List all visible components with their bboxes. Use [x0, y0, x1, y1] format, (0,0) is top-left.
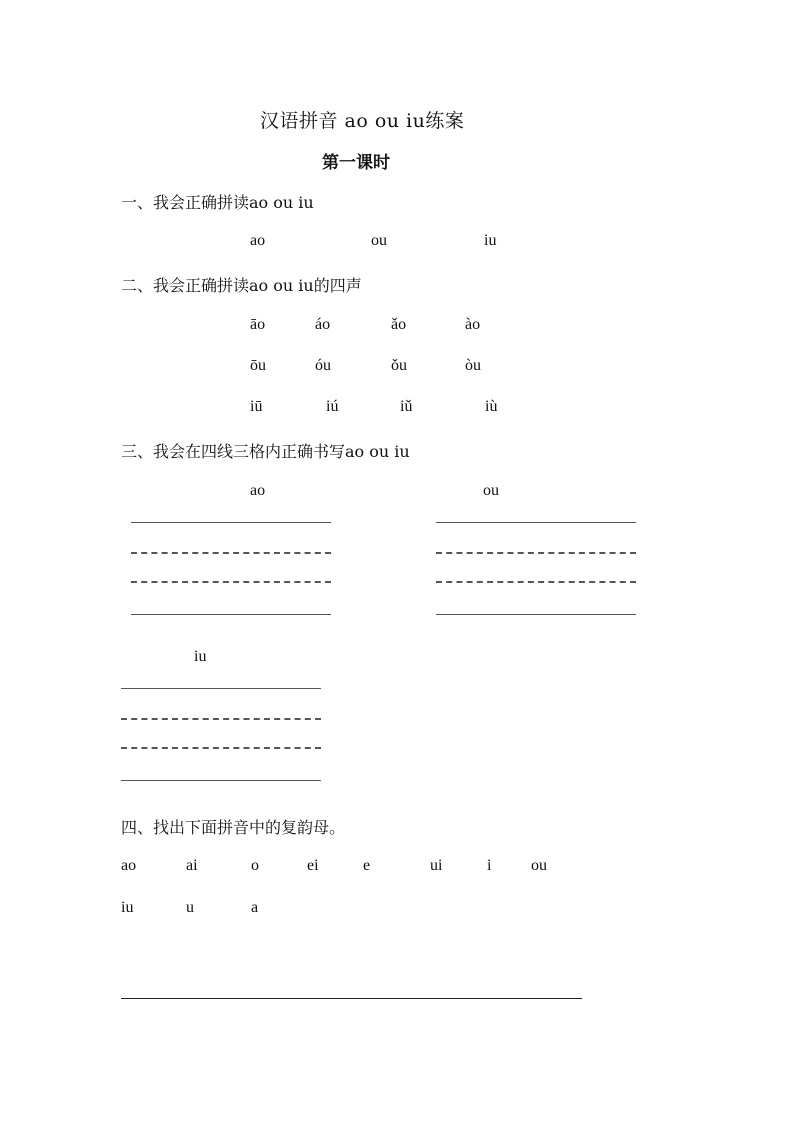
choice-e[interactable]: e [363, 857, 371, 874]
tone-ao-2: áo [315, 316, 331, 333]
choice-u[interactable]: u [186, 899, 194, 916]
grid-mid-upper-line [121, 718, 321, 720]
grid-mid-upper-line [436, 552, 636, 554]
choice-i[interactable]: i [487, 857, 492, 874]
answer-line[interactable] [121, 998, 582, 999]
grid-bottom-line [436, 614, 636, 615]
tone-iu-4: iù [485, 398, 498, 415]
grid-mid-lower-line [121, 747, 321, 749]
grid-bottom-line [131, 614, 331, 615]
choice-ou[interactable]: ou [531, 857, 547, 874]
choice-o[interactable]: o [251, 857, 259, 874]
section1-item-ao: ao [250, 232, 266, 249]
section1-item-ou: ou [371, 232, 387, 249]
section1-item-iu: iu [484, 232, 497, 249]
grid-top-line [131, 522, 331, 523]
choice-ai[interactable]: ai [186, 857, 198, 874]
page-title: 汉语拼音 ao ou iu练案 [260, 110, 465, 132]
writing-label-ou: ou [483, 482, 499, 499]
choice-a[interactable]: a [251, 899, 259, 916]
section2-heading: 二、我会正确拼读ao ou iu的四声 [121, 276, 362, 295]
choice-ei[interactable]: ei [307, 857, 319, 874]
tone-ao-4: ào [465, 316, 481, 333]
tone-iu-2: iú [326, 398, 339, 415]
section3-heading: 三、我会在四线三格内正确书写ao ou iu [121, 442, 410, 461]
tone-ou-3: ǒu [391, 357, 407, 374]
choice-iu[interactable]: iu [121, 899, 134, 916]
grid-mid-lower-line [436, 581, 636, 583]
tone-ou-1: ōu [250, 357, 266, 374]
choice-ao[interactable]: ao [121, 857, 137, 874]
tone-iu-1: iū [250, 398, 263, 415]
writing-label-ao: ao [250, 482, 266, 499]
writing-label-iu: iu [194, 648, 207, 665]
tone-iu-3: iǔ [400, 398, 413, 415]
tone-ao-1: āo [250, 316, 266, 333]
grid-top-line [121, 688, 321, 689]
section1-heading: 一、我会正确拼读ao ou iu [121, 193, 314, 212]
section4-heading: 四、找出下面拼音中的复韵母。 [121, 818, 346, 837]
tone-ao-3: ǎo [391, 316, 407, 333]
grid-mid-lower-line [131, 581, 331, 583]
page-subtitle: 第一课时 [322, 153, 390, 173]
grid-top-line [436, 522, 636, 523]
grid-mid-upper-line [131, 552, 331, 554]
tone-ou-4: òu [465, 357, 481, 374]
choice-ui[interactable]: ui [430, 857, 443, 874]
grid-bottom-line [121, 780, 321, 781]
tone-ou-2: óu [315, 357, 331, 374]
